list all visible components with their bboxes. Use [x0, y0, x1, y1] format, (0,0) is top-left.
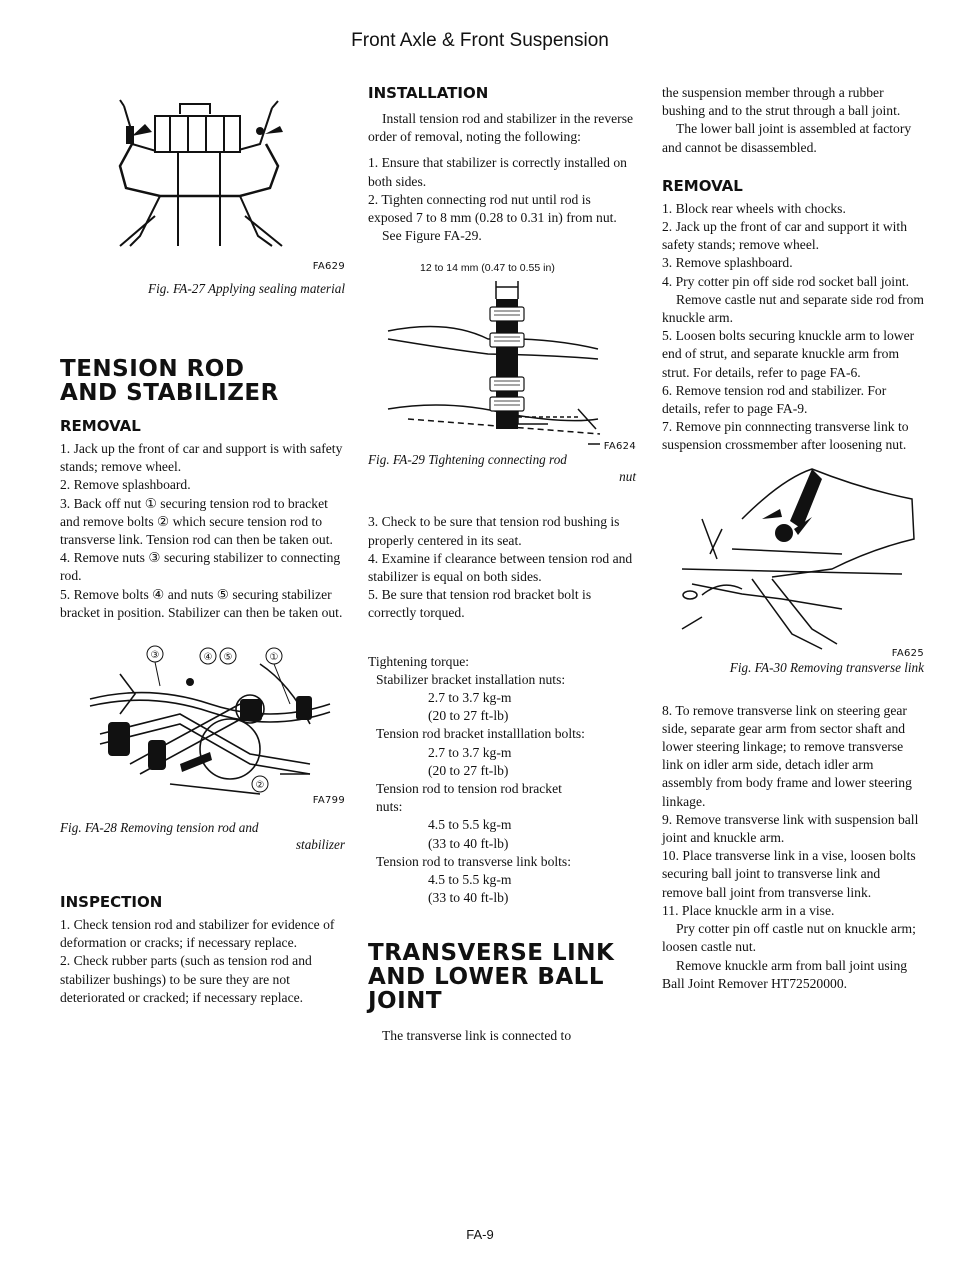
torque-value-imperial: (20 to 27 ft-lb)	[428, 708, 509, 724]
torque-label: Tension rod to transverse link bolts:	[376, 853, 571, 869]
figure-caption: Fig. FA-28 Removing tension rod and	[60, 820, 259, 836]
removal-step-4: 4. Remove nuts ③ securing stabilizer to connecting rod.	[60, 550, 341, 584]
callout-5: ⑤	[223, 652, 233, 664]
callout-1: ①	[269, 652, 279, 664]
callout-2: ②	[255, 780, 265, 792]
torque-value-metric: 4.5 to 5.5 kg-m	[428, 817, 512, 833]
removal-step-11: 11. Place knuckle arm in a vise.	[662, 902, 835, 918]
figure-caption: Fig. FA-29 Tightening connecting rod	[368, 452, 567, 468]
callout-4: ④	[203, 652, 213, 664]
removal-step-3: 3. Remove splashboard.	[662, 255, 793, 271]
page-header: Front Axle & Front Suspension	[351, 30, 609, 51]
figure-caption: Fig. FA-30 Removing transverse link	[729, 659, 924, 675]
tension-rod-stabilizer-illustration	[60, 644, 345, 809]
torque-value-imperial: (20 to 27 ft-lb)	[428, 762, 509, 778]
figure-code: FA624	[603, 441, 636, 453]
removal-step-6: 6. Remove tension rod and stabilizer. For details, refer to page FA-9.	[662, 382, 887, 417]
figure-fa27	[60, 96, 345, 272]
removal-step-11-a: Pry cotter pin off castle nut on knuckle arm; loosen castle nut.	[662, 921, 916, 955]
removal-step-5: 5. Remove bolts ④ and nuts ⑤ securing stabilizer bracket in position. Stabilizer can then be taken out.	[60, 586, 343, 620]
installation-step-4: 4. Examine if clearance between tension rod and stabilizer is equal on both sides.	[368, 550, 633, 585]
installation-step-2: 2. Tighten connecting rod nut until rod is exposed 7 to 8 mm (0.28 to 0.31 in) from nut.	[368, 191, 617, 226]
torque-value-metric: 2.7 to 3.7 kg-m	[428, 744, 512, 760]
column-left	[60, 96, 345, 1007]
installation-step-3: 3. Check to be sure that tension rod bushing is properly centered in its seat.	[368, 514, 620, 548]
connecting-rod-illustration	[368, 259, 636, 449]
torque-value-metric: 2.7 to 3.7 kg-m	[428, 690, 512, 706]
figure-code: FA629	[312, 261, 345, 272]
torque-value-imperial: (33 to 40 ft-lb)	[428, 835, 509, 851]
page-number: FA-9	[466, 1227, 494, 1242]
subheading-inspection: INSPECTION	[60, 893, 163, 912]
ball-joint-note: The lower ball joint is assembled at factory and cannot be disassembled.	[662, 121, 912, 155]
removal-step-11-b: Remove knuckle arm from ball joint using Ball Joint Remover HT72520000.	[662, 957, 908, 991]
figure-fa30	[662, 459, 924, 657]
removal-step-7: 7. Remove pin connnecting transverse link to suspension crossmember after loosening nut.	[662, 419, 909, 453]
removal-step-10: 10. Place transverse link in a vise, loosen bolts securing ball joint to transverse link and remove ball joint from transverse link.	[662, 848, 916, 900]
figure-fa29	[368, 259, 636, 453]
removal-step-1: 1. Jack up the front of car and support is with safety stands; remove wheel.	[60, 441, 343, 475]
see-figure: See Figure FA-29.	[382, 228, 482, 244]
sealing-material-illustration	[60, 96, 345, 266]
column-right	[662, 84, 924, 993]
transverse-intro: The transverse link is connected to	[382, 1028, 572, 1044]
transverse-link-illustration	[662, 459, 924, 657]
callout-3: ③	[150, 650, 160, 662]
inspection-step-2: 2. Check rubber parts (such as tension rod and stabilizer bushings) to be sure they are not deteriorated or cracked; if necessary replace.	[60, 953, 312, 1005]
figure-caption-cont: nut	[619, 469, 636, 485]
torque-label: Tension rod to tension rod bracket nuts:	[376, 781, 562, 815]
installation-step-1: 1. Ensure that stabilizer is correctly installed on both sides.	[368, 155, 627, 189]
figure-code: FA799	[312, 795, 345, 807]
figure-caption: Fig. FA-27 Applying sealing material	[148, 281, 345, 296]
section-heading-tension-rod: TENSION ROD AND STABILIZER	[60, 356, 279, 406]
removal-step-2: 2. Remove splashboard.	[60, 477, 191, 493]
dimension-label: 12 to 14 mm (0.47 to 0.55 in)	[420, 262, 555, 275]
torque-spec	[368, 653, 636, 908]
torque-value-metric: 4.5 to 5.5 kg-m	[428, 872, 512, 888]
torque-label: Stabilizer bracket installation nuts:	[376, 671, 566, 687]
removal-step-1: 1. Block rear wheels with chocks.	[662, 200, 846, 216]
torque-label: Tension rod bracket installlation bolts:	[376, 726, 585, 742]
removal-step-4: 4. Pry cotter pin off side rod socket ball joint.	[662, 273, 910, 289]
inspection-step-1: 1. Check tension rod and stabilizer for evidence of deformation or cracks; if necessary replace.	[60, 917, 335, 951]
installation-step-5: 5. Be sure that tension rod bracket bolt is correctly torqued.	[368, 587, 592, 621]
subheading-removal: REMOVAL	[60, 417, 141, 435]
column-middle	[368, 84, 636, 1046]
removal-step-9: 9. Remove transverse link with suspension ball joint and knuckle arm.	[662, 811, 919, 846]
installation-intro: Install tension rod and stabilizer in the reverse order of removal, noting the following:	[368, 111, 634, 145]
torque-title: Tightening torque:	[368, 653, 470, 669]
section-heading-transverse-link: TRANSVERSE LINK AND LOWER BALL JOINT	[368, 940, 615, 1015]
removal-step-2: 2. Jack up the front of car and support it with safety stands; remove wheel.	[662, 219, 908, 253]
removal-step-5: 5. Loosen bolts securing knuckle arm to lower end of strut, and separate knuckle arm from strut. For details, refer to page FA-6.	[662, 328, 915, 380]
torque-value-imperial: (33 to 40 ft-lb)	[428, 890, 509, 906]
transverse-intro-cont: the suspension member through a rubber bushing and to the strut through a ball joint.	[662, 85, 901, 119]
removal-step-4-note: Remove castle nut and separate side rod from knuckle arm.	[662, 291, 924, 326]
removal-step-3: 3. Back off nut ① securing tension rod to bracket and remove bolts ② which secure tension rod to transverse link. Tension rod can then be taken out.	[60, 495, 333, 548]
removal-step-8: 8. To remove transverse link on steering gear side, separate gear arm from sector shaft and lower steering linkage; to remove transverse link on idler arm side, detach idler arm assembly from body frame and lower steering linkage.	[662, 702, 912, 809]
subheading-removal: REMOVAL	[662, 176, 743, 195]
figure-code: FA625	[891, 647, 924, 659]
subheading-installation: INSTALLATION	[368, 84, 489, 102]
figure-fa28	[60, 644, 345, 809]
figure-caption-cont: stabilizer	[295, 837, 345, 853]
